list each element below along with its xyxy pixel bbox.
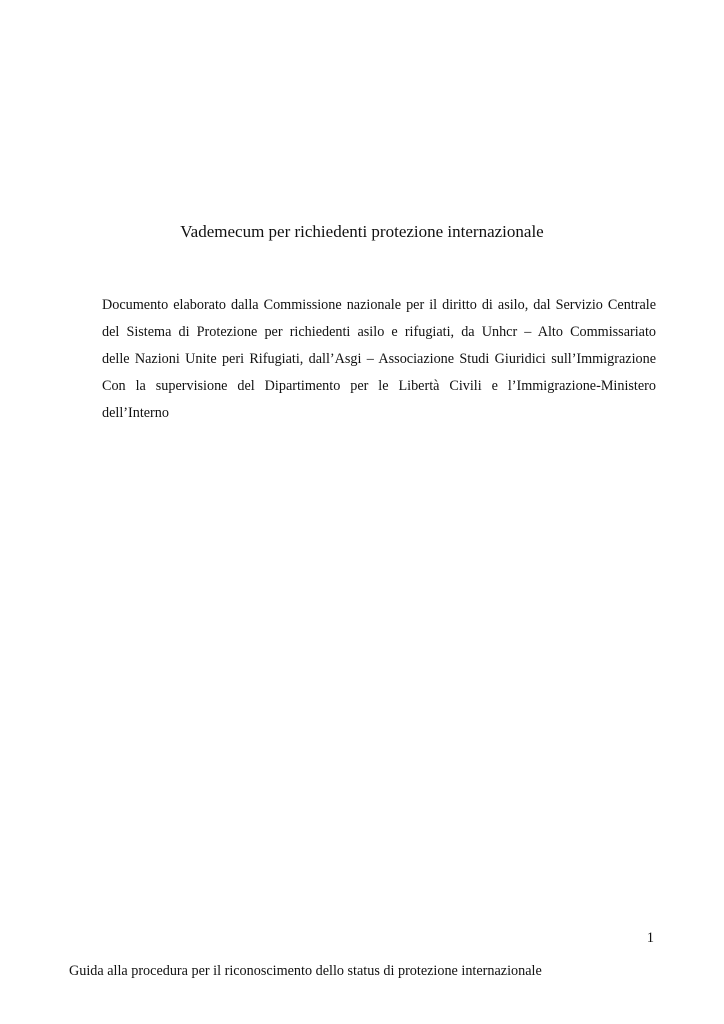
document-body — [102, 292, 656, 427]
document-title: Vademecum per richiedenti protezione internazionale — [180, 222, 544, 241]
body-line-5: dell’Interno — [102, 405, 169, 421]
body-line-1: Documento elaborato dalla Commissione nazionale per il diritto di asilo, dal Servizio Centrale — [102, 297, 656, 313]
body-line-2: del Sistema di Protezione per richiedenti asilo e rifugiati, da Unhcr – Alto Commissariato — [102, 324, 656, 340]
footer-text: Guida alla procedura per il riconoscimento dello status di protezione internazionale — [69, 963, 542, 979]
page-number: 1 — [646, 930, 654, 946]
body-line-3: delle Nazioni Unite peri Rifugiati, dall’Asgi – Associazione Studi Giuridici sull’Immigrazione — [102, 351, 656, 367]
body-line-4: Con la supervisione del Dipartimento per le Libertà Civili e l’Immigrazione-Ministero — [102, 378, 656, 394]
